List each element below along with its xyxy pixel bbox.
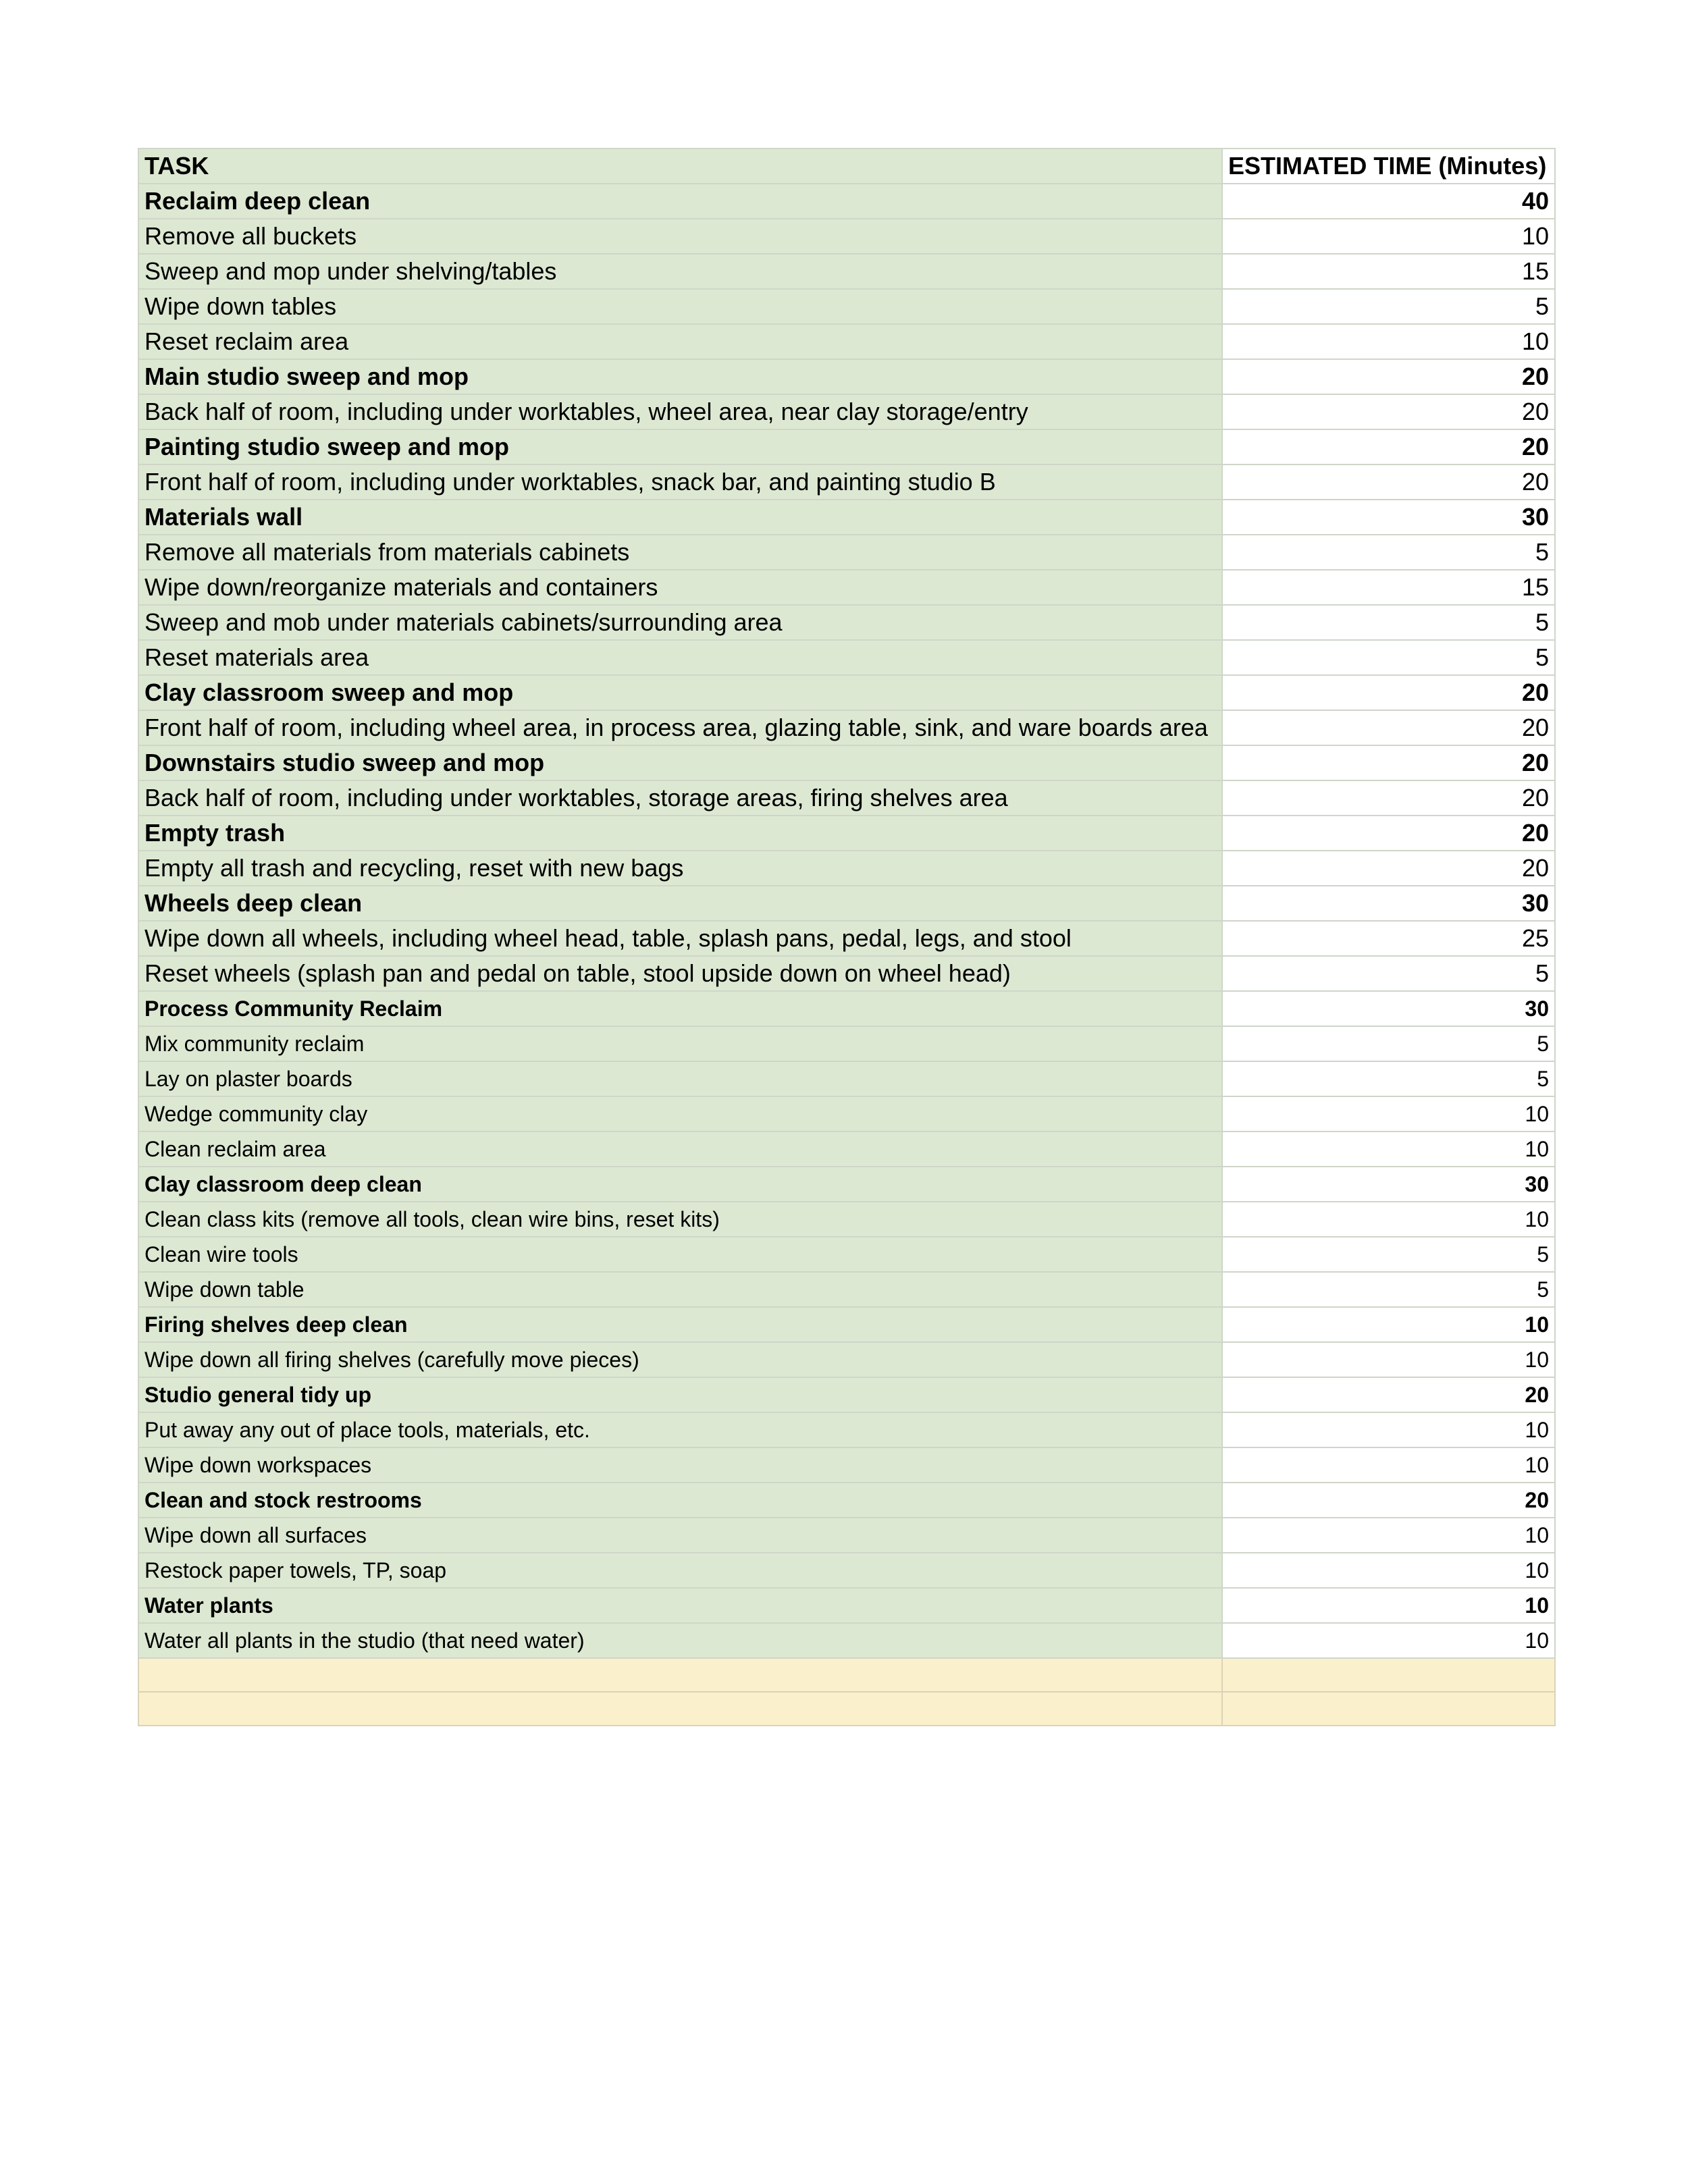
task-row <box>138 1553 1555 1588</box>
estimated-time-cell: 30 <box>1222 1167 1555 1202</box>
task-row <box>138 570 1555 605</box>
task-group-row <box>138 429 1555 464</box>
task-row <box>138 219 1555 254</box>
task-group-row <box>138 1377 1555 1412</box>
task-row <box>138 640 1555 675</box>
estimated-time-cell: 10 <box>1222 1553 1555 1588</box>
task-cell: Reset wheels (splash pan and pedal on table, stool upside down on wheel head) <box>138 956 1222 991</box>
task-row <box>138 1518 1555 1553</box>
task-row <box>138 710 1555 745</box>
task-row <box>138 1131 1555 1167</box>
estimated-time-cell: 5 <box>1222 289 1555 324</box>
task-row <box>138 394 1555 429</box>
task-cell: Sweep and mop under shelving/tables <box>138 254 1222 289</box>
estimated-time-cell: 10 <box>1222 1202 1555 1237</box>
task-cell: Mix community reclaim <box>138 1026 1222 1061</box>
table-body <box>138 149 1555 1726</box>
estimated-time-cell: 5 <box>1222 1026 1555 1061</box>
task-row <box>138 605 1555 640</box>
estimated-time-cell: 20 <box>1222 816 1555 851</box>
task-cell: Wipe down tables <box>138 289 1222 324</box>
task-group-row <box>138 991 1555 1026</box>
task-cell: Water all plants in the studio (that need water) <box>138 1623 1222 1658</box>
estimated-time-cell: 10 <box>1222 1447 1555 1483</box>
empty-task-cell <box>138 1658 1222 1692</box>
empty-row <box>138 1658 1555 1692</box>
task-cell: Process Community Reclaim <box>138 991 1222 1026</box>
estimated-time-cell: 15 <box>1222 570 1555 605</box>
task-group-row <box>138 886 1555 921</box>
task-cell: Sweep and mob under materials cabinets/surrounding area <box>138 605 1222 640</box>
task-cell: Painting studio sweep and mop <box>138 429 1222 464</box>
estimated-time-cell: 20 <box>1222 675 1555 710</box>
task-cell: Wipe down workspaces <box>138 1447 1222 1483</box>
task-row <box>138 1096 1555 1131</box>
estimated-time-cell: 20 <box>1222 710 1555 745</box>
estimated-time-cell: 10 <box>1222 1131 1555 1167</box>
task-group-row <box>138 1167 1555 1202</box>
task-cell: Wheels deep clean <box>138 886 1222 921</box>
task-group-row <box>138 1307 1555 1342</box>
task-row <box>138 1272 1555 1307</box>
task-cell: Clean wire tools <box>138 1237 1222 1272</box>
estimated-time-cell: 10 <box>1222 1623 1555 1658</box>
task-cell: Wipe down all firing shelves (carefully move pieces) <box>138 1342 1222 1377</box>
estimated-time-cell: 25 <box>1222 921 1555 956</box>
task-row <box>138 289 1555 324</box>
task-cell: Lay on plaster boards <box>138 1061 1222 1096</box>
task-row <box>138 535 1555 570</box>
task-group-row <box>138 675 1555 710</box>
task-row <box>138 464 1555 500</box>
task-cell: Studio general tidy up <box>138 1377 1222 1412</box>
empty-time-cell <box>1222 1692 1555 1726</box>
task-group-row <box>138 184 1555 219</box>
estimated-time-cell: 5 <box>1222 1061 1555 1096</box>
task-cell: Wipe down all surfaces <box>138 1518 1222 1553</box>
estimated-time-cell: 10 <box>1222 1588 1555 1623</box>
task-cell: Wedge community clay <box>138 1096 1222 1131</box>
task-cell: Front half of room, including under worktables, snack bar, and painting studio B <box>138 464 1222 500</box>
task-cell: Clay classroom sweep and mop <box>138 675 1222 710</box>
estimated-time-cell: 10 <box>1222 219 1555 254</box>
task-row <box>138 1623 1555 1658</box>
task-row <box>138 1237 1555 1272</box>
estimated-time-cell: 20 <box>1222 745 1555 780</box>
task-cell: Reset reclaim area <box>138 324 1222 359</box>
task-row <box>138 254 1555 289</box>
task-cell: Remove all materials from materials cabinets <box>138 535 1222 570</box>
task-row <box>138 780 1555 816</box>
task-cell: Wipe down table <box>138 1272 1222 1307</box>
empty-task-cell <box>138 1692 1222 1726</box>
task-group-row <box>138 745 1555 780</box>
estimated-time-cell: 40 <box>1222 184 1555 219</box>
task-cell: Firing shelves deep clean <box>138 1307 1222 1342</box>
task-row <box>138 1412 1555 1447</box>
task-column-header: TASK <box>138 149 1222 184</box>
task-cell: Wipe down/reorganize materials and containers <box>138 570 1222 605</box>
task-cell: Back half of room, including under worktables, wheel area, near clay storage/entry <box>138 394 1222 429</box>
estimated-time-cell: 5 <box>1222 1237 1555 1272</box>
estimated-time-cell: 20 <box>1222 394 1555 429</box>
estimated-time-cell: 20 <box>1222 851 1555 886</box>
task-cell: Remove all buckets <box>138 219 1222 254</box>
task-cell: Reclaim deep clean <box>138 184 1222 219</box>
estimated-time-cell: 15 <box>1222 254 1555 289</box>
estimated-time-cell: 10 <box>1222 324 1555 359</box>
estimated-time-cell: 10 <box>1222 1412 1555 1447</box>
estimated-time-cell: 10 <box>1222 1518 1555 1553</box>
empty-time-cell <box>1222 1658 1555 1692</box>
estimated-time-cell: 20 <box>1222 359 1555 394</box>
task-cell: Clean reclaim area <box>138 1131 1222 1167</box>
task-group-row <box>138 816 1555 851</box>
empty-row <box>138 1692 1555 1726</box>
estimated-time-cell: 5 <box>1222 640 1555 675</box>
task-cell: Back half of room, including under worktables, storage areas, firing shelves area <box>138 780 1222 816</box>
task-time-table <box>138 148 1556 1726</box>
estimated-time-column-header: ESTIMATED TIME (Minutes) <box>1222 149 1555 184</box>
estimated-time-cell: 20 <box>1222 1483 1555 1518</box>
estimated-time-cell: 30 <box>1222 991 1555 1026</box>
task-row <box>138 1061 1555 1096</box>
task-cell: Main studio sweep and mop <box>138 359 1222 394</box>
task-cell: Clean class kits (remove all tools, clean wire bins, reset kits) <box>138 1202 1222 1237</box>
task-cell: Empty all trash and recycling, reset with new bags <box>138 851 1222 886</box>
estimated-time-cell: 5 <box>1222 605 1555 640</box>
task-group-row <box>138 1588 1555 1623</box>
task-group-row <box>138 1483 1555 1518</box>
task-group-row <box>138 359 1555 394</box>
task-cell: Reset materials area <box>138 640 1222 675</box>
task-cell: Restock paper towels, TP, soap <box>138 1553 1222 1588</box>
task-row <box>138 956 1555 991</box>
header-row <box>138 149 1555 184</box>
task-row <box>138 1026 1555 1061</box>
task-cell: Clay classroom deep clean <box>138 1167 1222 1202</box>
estimated-time-cell: 5 <box>1222 535 1555 570</box>
task-cell: Materials wall <box>138 500 1222 535</box>
task-row <box>138 1342 1555 1377</box>
estimated-time-cell: 30 <box>1222 886 1555 921</box>
task-cell: Water plants <box>138 1588 1222 1623</box>
task-row <box>138 921 1555 956</box>
task-row <box>138 851 1555 886</box>
estimated-time-cell: 10 <box>1222 1096 1555 1131</box>
task-cell: Put away any out of place tools, materials, etc. <box>138 1412 1222 1447</box>
estimated-time-cell: 5 <box>1222 956 1555 991</box>
estimated-time-cell: 20 <box>1222 429 1555 464</box>
estimated-time-cell: 10 <box>1222 1307 1555 1342</box>
estimated-time-cell: 20 <box>1222 780 1555 816</box>
task-cell: Front half of room, including wheel area, in process area, glazing table, sink, and ware boards area <box>138 710 1222 745</box>
task-row <box>138 324 1555 359</box>
estimated-time-cell: 20 <box>1222 464 1555 500</box>
estimated-time-cell: 20 <box>1222 1377 1555 1412</box>
task-row <box>138 1202 1555 1237</box>
task-group-row <box>138 500 1555 535</box>
estimated-time-cell: 10 <box>1222 1342 1555 1377</box>
estimated-time-cell: 30 <box>1222 500 1555 535</box>
task-cell: Clean and stock restrooms <box>138 1483 1222 1518</box>
estimated-time-cell: 5 <box>1222 1272 1555 1307</box>
task-cell: Empty trash <box>138 816 1222 851</box>
task-cell: Wipe down all wheels, including wheel head, table, splash pans, pedal, legs, and stool <box>138 921 1222 956</box>
task-row <box>138 1447 1555 1483</box>
task-cell: Downstairs studio sweep and mop <box>138 745 1222 780</box>
